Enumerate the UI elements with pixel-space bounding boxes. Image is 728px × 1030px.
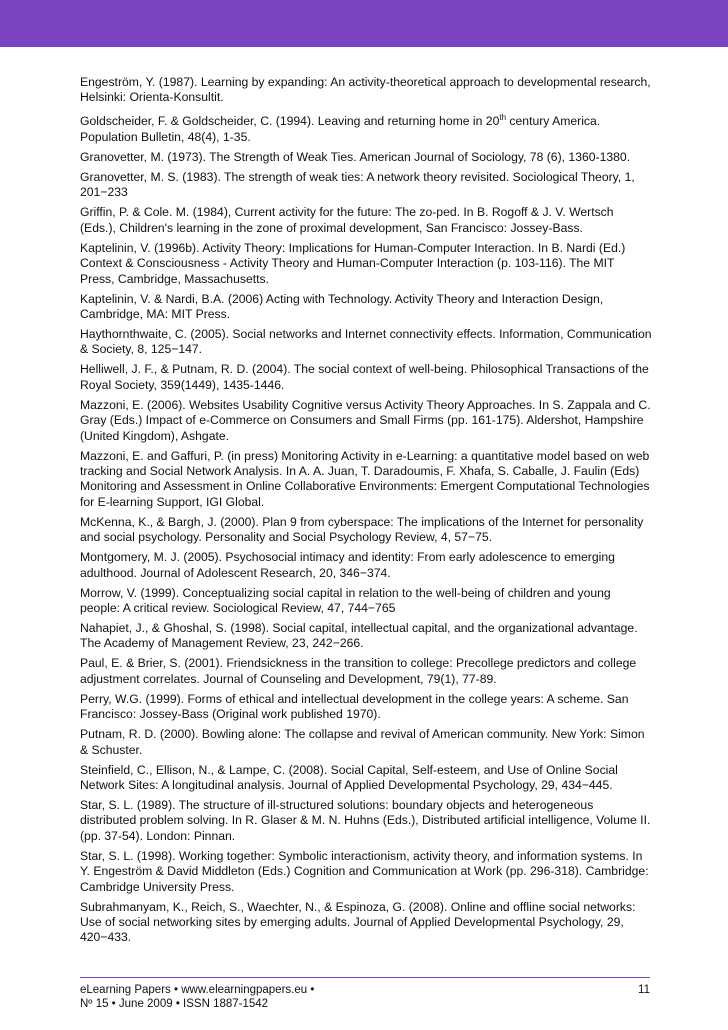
- reference-entry: Haythornthwaite, C. (2005). Social networks and Internet connectivity effects. Information, Communication & Society, 8, 125−147.: [80, 326, 652, 357]
- reference-entry: Griffin, P. & Cole. M. (1984), Current activity for the future: The zo-ped. In B. Rogoff & J. V. Wertsch (Eds.), Children's learning in the zone of proximal development, San Francisco: Jossey-Bass.: [80, 205, 614, 235]
- reference-entry: Nahapiet, J., & Ghoshal, S. (1998). Social capital, intellectual capital, and the organizational advantage. The Academy of Management Review, 23, 242−266.: [80, 620, 638, 651]
- reference-entry: McKenna, K., & Bargh, J. (2000). Plan 9 from cyberspace: The implications of the Internet for personality and social psychology. Personality and Social Psychology Review, 4, 57−75.: [80, 514, 644, 545]
- reference-entry: Mazzoni, E. and Gaffuri, P. (in press) Monitoring Activity in e-Learning: a quantitative model based on web tracking and Social Network Analysis. In A. A. Juan, T. Daradoumis, F. Xhafa, S. Caballe, J. Faulin (Eds) Monitoring and Assessment in Online Collaborative Environments: Emergent Computational Technologies for E-learning Support, IGI Global.: [80, 448, 650, 509]
- footer: [80, 983, 650, 1011]
- reference-entry: Perry, W.G. (1999). Forms of ethical and intellectual development in the college years: A scheme. San Francisco: Jossey-Bass (Original work published 1970).: [80, 691, 629, 722]
- reference-entry: Kaptelinin, V. & Nardi, B.A. (2006) Acting with Technology. Activity Theory and Interaction Design, Cambridge, MA: MIT Press.: [80, 291, 604, 321]
- footer-publication-line: eLearning Papers • www.elearningpapers.eu •: [80, 984, 315, 996]
- page-number: 11: [638, 984, 650, 996]
- reference-entry: Granovetter, M. S. (1983). The strength of weak ties: A network theory revisited. Sociological Theory, 1, 201−233: [80, 169, 635, 200]
- reference-entry: Morrow, V. (1999). Conceptualizing social capital in relation to the well-being of children and young people: A critical review. Sociological Review, 47, 744−765: [80, 585, 611, 615]
- reference-entry: Kaptelinin, V. (1996b). Activity Theory: Implications for Human-Computer Interaction. In B. Nardi (Ed.) Context & Consciousness - Activity Theory and Human-Computer Interaction (p. 103-116). The MIT Press, Cambridge, Massachusetts.: [80, 240, 626, 286]
- reference-text: Goldscheider, F. & Goldscheider, C. (1994). Leaving and returning home in 20: [80, 114, 500, 129]
- reference-entry: [80, 110, 652, 145]
- reference-entry: Paul, E. & Brier, S. (2001). Friendsickness in the transition to college: Precollege predictors and college adjustment correlates. Journal of Counseling and Development, 79(1), 77-89.: [80, 656, 637, 686]
- header-bar: [0, 0, 728, 47]
- reference-entry: Steinfield, C., Ellison, N., & Lampe, C. (2008). Social Capital, Self-esteem, and Use of Online Social Network Sites: A longitudinal analysis. Journal of Applied Developmental Psychology, 29, 434−445.: [80, 762, 618, 792]
- reference-text: century America. Population Bulletin, 48(4), 1-35.: [80, 114, 601, 144]
- reference-entry: Star, S. L. (1989). The structure of ill-structured solutions: boundary objects and heterogeneous distributed problem solving. In R. Glaser & M. N. Huhns (Eds.), Distributed artificial intelligence, Volume II. (pp. 37-54). London: Pinnan.: [80, 798, 651, 843]
- footer-issue-line: Nº 15 • June 2009 • ISSN 1887-1542: [80, 998, 269, 1010]
- reference-entry: Engeström, Y. (1987). Learning by expanding: An activity-theoretical approach to developmental research, Helsinki: Orienta-Konsultit.: [80, 75, 651, 105]
- footer-divider: [80, 977, 650, 978]
- reference-entry: Granovetter, M. (1973). The Strength of Weak Ties. American Journal of Sociology, 78 (6), 1360-1380.: [80, 149, 631, 164]
- reference-entry: Subrahmanyam, K., Reich, S., Waechter, N., & Espinoza, G. (2008). Online and offline social networks: Use of social networking sites by emerging adults. Journal of Applied Developmental Psychology, 29, 420−433.: [80, 899, 636, 945]
- reference-entry: Putnam, R. D. (2000). Bowling alone: The collapse and revival of American community. New York: Simon & Schuster.: [80, 727, 645, 757]
- reference-entry: Montgomery, M. J. (2005). Psychosocial intimacy and identity: From early adolescence to emerging adulthood. Journal of Adolescent Research, 20, 346−374.: [80, 550, 615, 580]
- reference-entry: Star, S. L. (1998). Working together: Symbolic interactionism, activity theory, and information systems. In Y. Engeström & David Middleton (Eds.) Cognition and Communication at Work (pp. 296-318). Cambridge: Cambridge University Press.: [80, 848, 649, 894]
- reference-entry: Helliwell, J. F., & Putnam, R. D. (2004). The social context of well-being. Philosophical Transactions of the Royal Society, 359(1449), 1435-1446.: [80, 362, 649, 392]
- reference-superscript: th: [499, 113, 507, 123]
- reference-entry: Mazzoni, E. (2006). Websites Usability Cognitive versus Activity Theory Approaches. In S. Zappala and C. Gray (Eds.) Impact of e-Commerce on Consumers and Small Firms (pp. 161-175). Aldershot, Hampshire (United Kingdom), Ashgate.: [80, 397, 651, 443]
- reference-list: [80, 75, 652, 950]
